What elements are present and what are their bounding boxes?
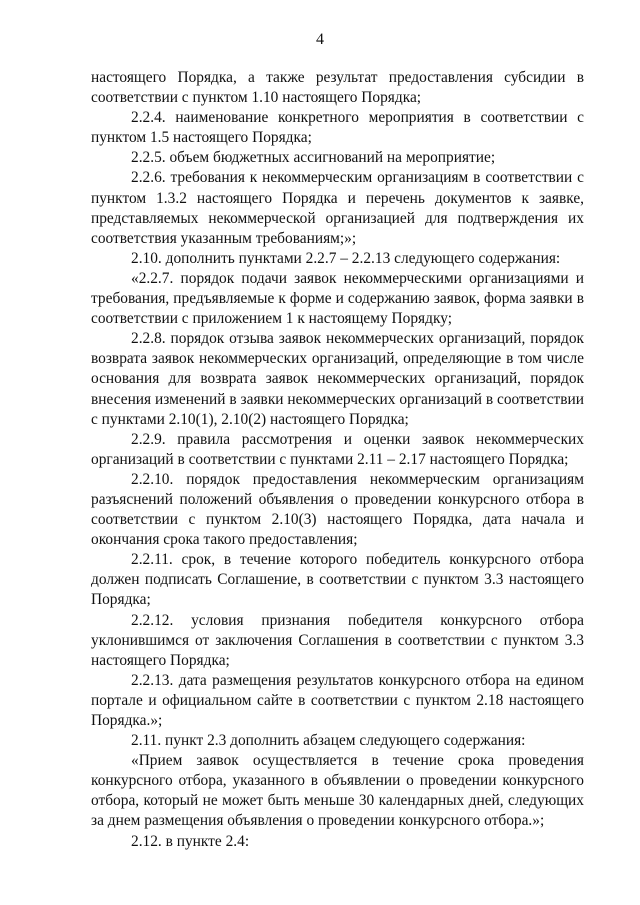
paragraph-2-2-8: 2.2.8. порядок отзыва заявок некоммерческих организаций, порядок возврата заявок некоммерческих организаций, определяющие в том числе основания для возврата заявок некоммерческих организаций, порядок внесения изменений в заявки некоммерческих организаций в соответствии с пунктами 2.10(1), 2.10(2) настоящего Порядка; (91, 330, 584, 428)
paragraph-2-2-4: 2.2.4. наименование конкретного мероприятия в соответствии с пунктом 1.5 настоящего Порядка; (91, 109, 584, 147)
document-body (91, 68, 584, 852)
paragraph-2-11: 2.11. пункт 2.3 дополнить абзацем следующего содержания: (131, 732, 526, 750)
paragraph-2-2-12: 2.2.12. условия признания победителя конкурсного отбора уклонившимся от заключения Соглашения в соответствии с пунктом 3.3 настоящего Порядка; (91, 611, 584, 669)
paragraph-2-2-13: 2.2.13. дата размещения результатов конкурсного отбора на едином портале и официальном сайте в соответствии с пунктом 2.18 настоящего Порядка.»; (91, 671, 584, 729)
paragraph-continuation: настоящего Порядка, а также результат предоставления субсидии в соответствии с пунктом 1.10 настоящего Порядка; (91, 69, 584, 107)
paragraph-2-2-10: 2.2.10. порядок предоставления некоммерческим организациям разъяснений положений объявления о проведении конкурсного отбора в соответствии с пунктом 2.10(3) настоящего Порядка, дата начала и окончания срока такого предоставления; (91, 470, 584, 549)
page-number: 4 (316, 31, 324, 48)
paragraph-2-2-9: 2.2.9. правила рассмотрения и оценки заявок некоммерческих организаций в соответствии с пунктами 2.11 – 2.17 настоящего Порядка; (91, 430, 584, 468)
paragraph-2-10: 2.10. дополнить пунктами 2.2.7 – 2.2.13 следующего содержания: (131, 249, 561, 267)
paragraph-2-2-11: 2.2.11. срок, в течение которого победитель конкурсного отбора должен подписать Соглашение, в соответствии с пунктом 3.3 настоящего Порядка; (91, 551, 584, 609)
paragraph-2-12: 2.12. в пункте 2.4: (131, 832, 250, 850)
paragraph-2-2-6: 2.2.6. требования к некоммерческим организациям в соответствии с пунктом 1.3.2 настоящего Порядка и перечень документов к заявке, представляемых некоммерческой организацией для подтверждения их соответствия указанным требованиям;»; (91, 169, 584, 247)
paragraph-quote: «Прием заявок осуществляется в течение срока проведения конкурсного отбора, указанного в объявлении о проведении конкурсного отбора, который не может быть меньше 30 календарных дней, следующих за днем размещения объявления о проведении конкурсного отбора.»; (91, 752, 584, 830)
paragraph-2-2-7: «2.2.7. порядок подачи заявок некоммерческими организациями и требования, предъявляемые к форме и содержанию заявок, форма заявки в соответствии с приложением 1 к настоящему Порядку; (91, 269, 584, 328)
paragraph-2-2-5: 2.2.5. объем бюджетных ассигнований на мероприятие; (131, 149, 496, 167)
